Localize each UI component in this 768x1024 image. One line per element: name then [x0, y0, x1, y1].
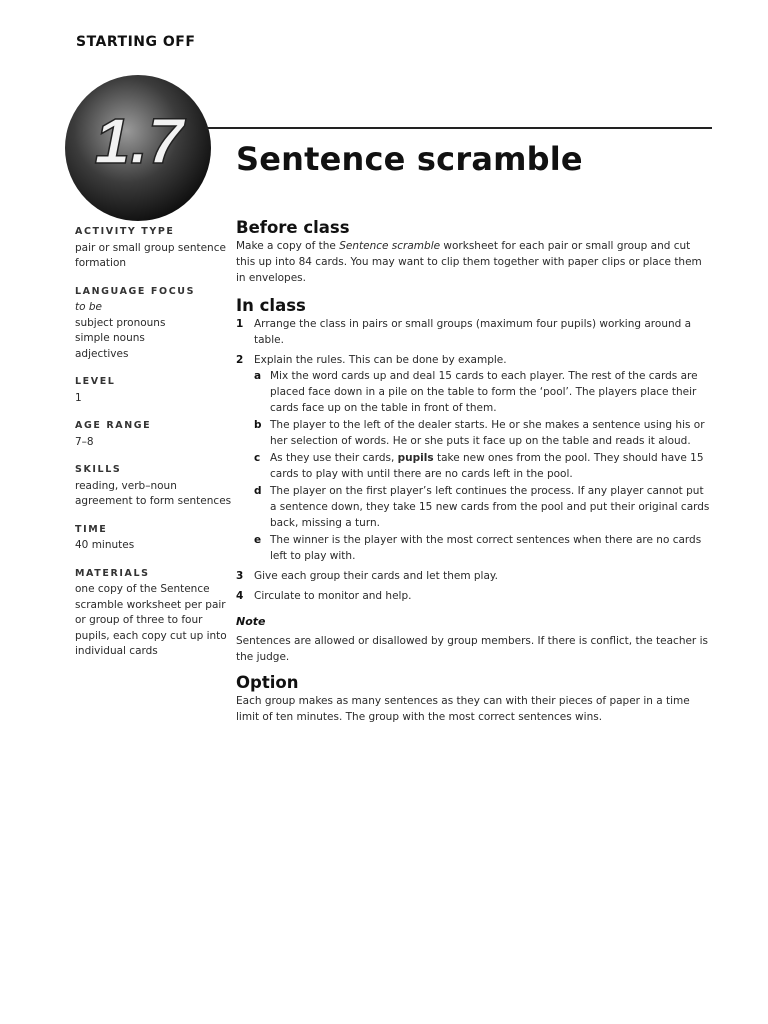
activity-info-sidebar [75, 224, 232, 672]
sidebar-language-focus: LANGUAGE FOCUS to be subject pronouns simple nouns adjectives [75, 285, 196, 360]
option-text: Each group makes as many sentences as they can with their pieces of paper in a time limit of ten minutes. The group with the most correct sentences wins. [236, 695, 690, 723]
list-item: 2 Explain the rules. This can be done by example. [236, 354, 507, 366]
sidebar-activity-type: ACTIVITY TYPE pair or small group sentence formation [75, 226, 226, 269]
in-class-heading: In class [236, 296, 306, 315]
activity-number: 1.7 [94, 105, 184, 177]
sub-list-item: d The player on the first player’s left continues the process. If any player cannot put a sentence down, they take 15 new cards from the pool and put their original cards back, missing a turn. [254, 485, 710, 529]
in-class-steps [236, 316, 712, 604]
sidebar-time: TIME 40 minutes [75, 523, 135, 551]
sub-list-item: a Mix the word cards up and deal 15 cards to each player. The rest of the cards are placed face down in a pile on the table to form the ‘pool’. The players place their cards face up on the table in front of them. [254, 370, 698, 414]
before-class-text: Make a copy of the Sentence scramble worksheet for each pair or small group and cut this up into 84 cards. You may want to clip them together with paper clips or place them in envelopes. [236, 240, 702, 284]
option-heading: Option [236, 673, 299, 692]
sub-list-item: e The winner is the player with the most correct sentences when there are no cards left to play with. [254, 534, 702, 562]
sidebar-skills: SKILLS reading, verb–noun agreement to form sentences [75, 464, 232, 507]
sidebar-age-range: AGE RANGE 7–8 [75, 420, 152, 448]
list-item: 4 Circulate to monitor and help. [236, 590, 412, 602]
page-title: Sentence scramble [236, 140, 583, 178]
before-class-heading: Before class [236, 218, 350, 237]
activity-number-badge [63, 73, 213, 223]
section-label: STARTING OFF [76, 34, 196, 50]
note-heading: Note [236, 615, 266, 628]
sub-list-item: b The player to the left of the dealer starts. He or she makes a sentence using his or her selection of words. He or she puts it face up on the table and reads it aloud. [254, 419, 705, 447]
sidebar-materials: MATERIALS one copy of the Sentence scramble worksheet per pair or group of three to four pupils, each copy cut up into individual cards [75, 567, 227, 657]
header-rule [205, 127, 712, 129]
sidebar-level: LEVEL 1 [75, 376, 116, 404]
note-text: Sentences are allowed or disallowed by group members. If there is conflict, the teacher is the judge. [236, 635, 708, 663]
list-item: 3 Give each group their cards and let them play. [236, 570, 498, 582]
sub-list-item: c As they use their cards, pupils take new ones from the pool. They should have 15 cards to play with until there are no cards left in the pool. [254, 452, 704, 480]
main-content [236, 220, 712, 733]
list-item: 1 Arrange the class in pairs or small groups (maximum four pupils) working around a table. [236, 318, 692, 346]
